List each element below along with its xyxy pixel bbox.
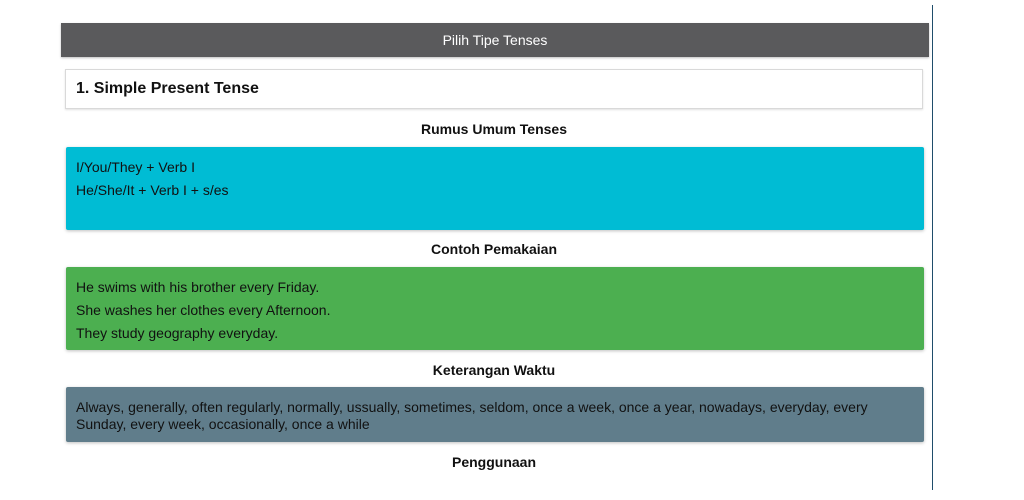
time-signals-heading: Keterangan Waktu bbox=[432, 362, 556, 378]
formula-line: He/She/It + Verb I + s/es bbox=[76, 182, 229, 198]
selected-tense-card[interactable] bbox=[65, 69, 923, 109]
header-title: Pilih Tipe Tenses bbox=[442, 32, 548, 48]
tense-type-picker-bar[interactable] bbox=[61, 23, 929, 57]
time-signals-panel bbox=[66, 387, 924, 442]
example-sentence: She washes her clothes every Afternoon. bbox=[76, 302, 331, 318]
examples-heading: Contoh Pemakaian bbox=[430, 241, 558, 257]
example-sentence: They study geography everyday. bbox=[76, 325, 279, 341]
formula-panel bbox=[66, 147, 924, 230]
formula-heading: Rumus Umum Tenses bbox=[421, 121, 567, 137]
formula-line: I/You/They + Verb I bbox=[76, 159, 195, 175]
examples-panel bbox=[66, 267, 924, 350]
right-edge-divider bbox=[932, 5, 933, 490]
example-sentence: He swims with his brother every Friday. bbox=[76, 279, 320, 295]
selected-tense-label: 1. Simple Present Tense bbox=[76, 80, 259, 97]
time-signals-text: Always, generally, often regularly, normally, ussually, sometimes, seldom, once a week, once a year, nowadays, everyday, every Sunday, every week, occasionally, once a while bbox=[76, 399, 868, 432]
usage-heading: Penggunaan bbox=[451, 454, 536, 470]
